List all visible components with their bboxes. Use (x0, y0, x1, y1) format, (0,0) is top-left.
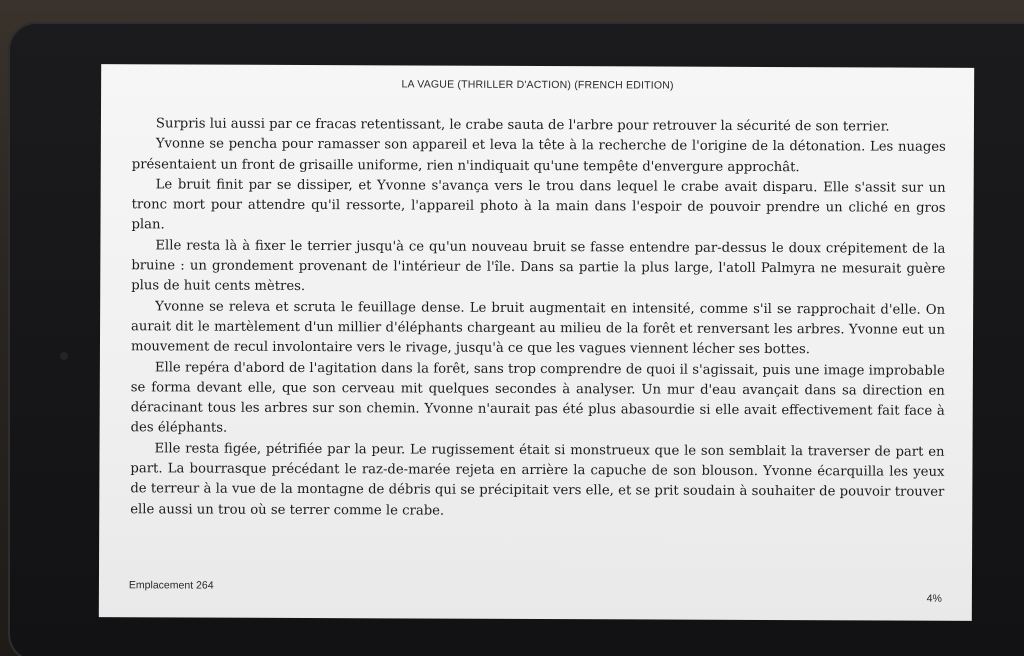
paragraph-7: Elle resta figée, pétrifiée par la peur. Le rugissement était si monstrueux que le son semblait la traverser de part en part. La bourrasque précédant le raz-de-marée rejeta en arrière la capuche de son blouson. Yvonne écarquilla les yeux de terreur à la vue de la montagne de débris qui se précipitait vers elle, et se prit soudain à souhaiter de pouvoir trouver elle aussi un trou où se terrer comme le crabe. (130, 441, 945, 519)
location-indicator[interactable]: Emplacement 264 (128, 579, 214, 592)
paragraph-4: Elle resta là à fixer le terrier jusqu'à ce qu'un nouveau bruit se fasse entendre par-dessus le doux crépitement de la bruine : un grondement provenant de l'intérieur de l'île. Dans sa partie la plus large, l'atoll Palmyra ne mesurait guère plus de huit cents mètres. (131, 238, 946, 295)
progress-indicator: 4% (926, 592, 942, 605)
paragraph-1: Surpris lui aussi par ce fracas retentissant, le crabe sauta de l'arbre pour retrouver la sécurité de son terrier. (155, 116, 890, 135)
paragraph-2: Yvonne se pencha pour ramasser son appareil et leva la tête à la recherche de l'origine de la détonation. Les nuages présentaient un front de grisaille uniforme, rien n'indiquait qu'une tempête d'envergure approchât. (131, 136, 946, 175)
book-title[interactable]: LA VAGUE (THRILLER D'ACTION) (FRENCH EDITION) (401, 78, 674, 92)
page-text[interactable] (130, 114, 946, 523)
ereader-screen[interactable] (99, 64, 974, 621)
front-camera (60, 352, 68, 360)
paragraph-5: Yvonne se releva et scruta le feuillage dense. Le bruit augmentait en intensité, comme s'il se rapprochait d'elle. On aurait dit le martèlement d'un millier d'éléphants chargeant au milieu de la forêt et renversant les arbres. Yvonne eut un mouvement de recul involontaire vers le rivage, jusqu'à ce que les vagues viennent lécher ses bottes. (130, 299, 946, 358)
paragraph-6: Elle repéra d'abord de l'agitation dans la forêt, sans trop comprendre de quoi il s'agissait, puis une image improbable se forma devant elle, que son cerveau mit quelques secondes à analyser. Un mur d'eau avançait dans sa direction en déracinant tous les arbres sur son chemin. Yvonne n'aurait pas été plus abasourdie si elle avait effectivement fait face à des éléphants. (130, 359, 945, 437)
paragraph-3: Le bruit finit par se dissiper, et Yvonne s'avança vers le trou dans lequel le crabe avait disparu. Elle s'assit sur un tronc mort pour attendre qu'il ressorte, l'appareil photo à la main dans l'espoir de pouvoir prendre un cliché en gros plan. (131, 177, 946, 233)
